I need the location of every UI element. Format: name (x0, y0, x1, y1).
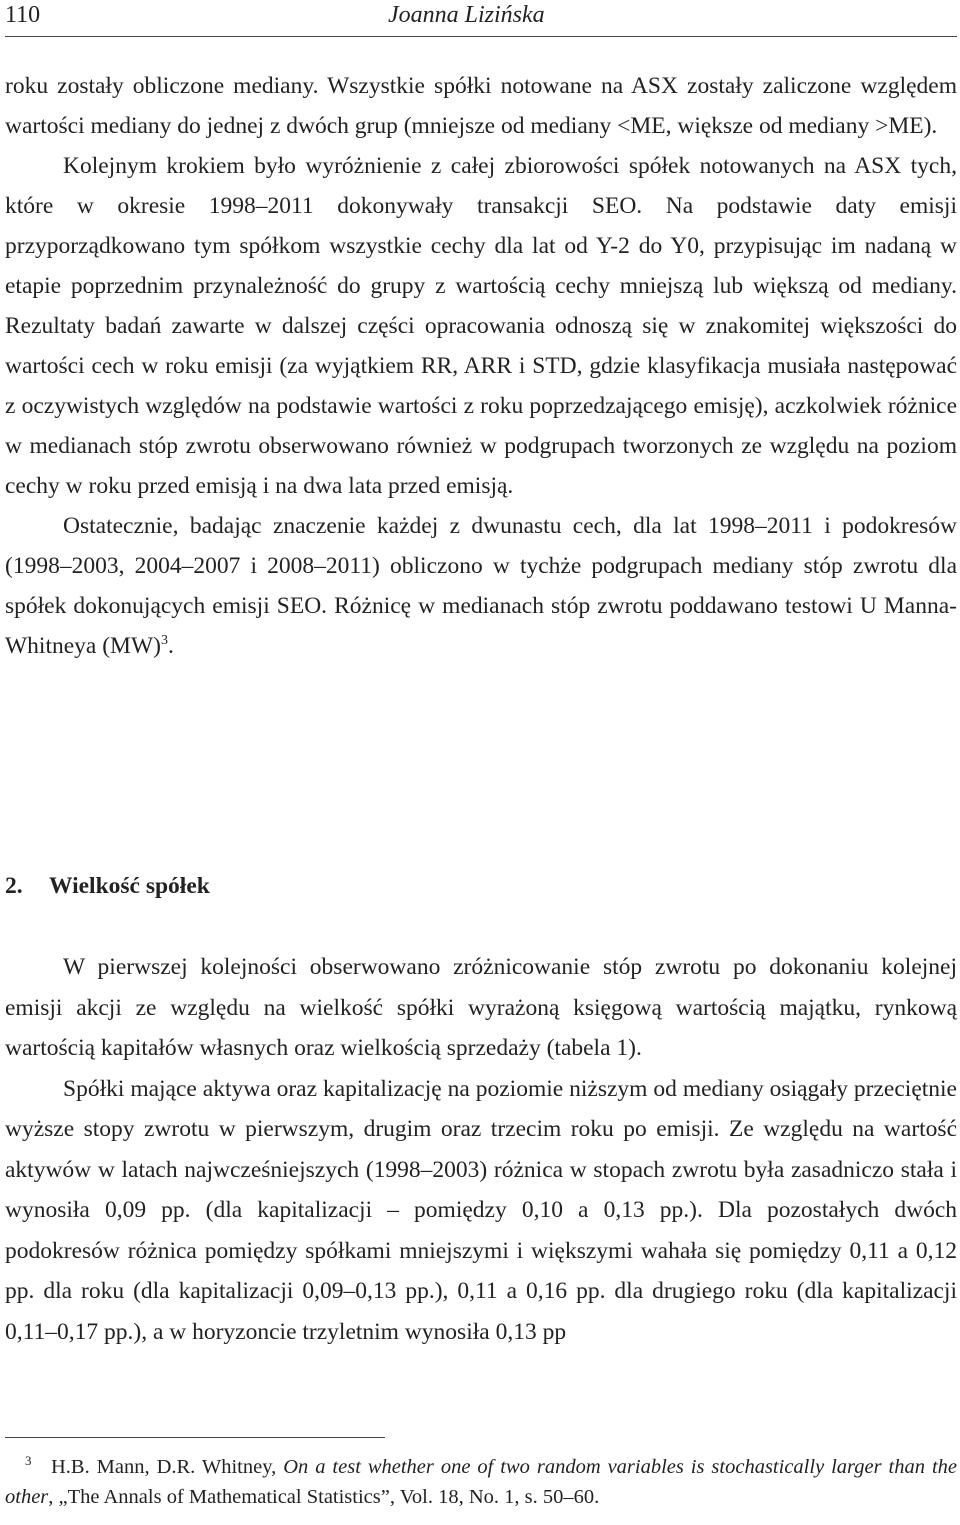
running-header-author: Joanna Lizińska (388, 2, 545, 28)
running-header (5, 0, 957, 37)
document-page (5, 0, 957, 1525)
footnote-authors: H.B. Mann, D.R. Whitney, (51, 1456, 284, 1478)
paragraph-3 (5, 506, 957, 666)
section-title: Wielkość spółek (49, 873, 210, 899)
footnote-divider (5, 1437, 385, 1438)
footnote-reference[interactable]: 3 (160, 633, 168, 649)
paragraph-3-text: Ostatecznie, badając znaczenie każdej z dwunastu cech, dla lat 1998–2011 i podokresów (1998–2003, 2004–2007 i 2008–2011) obliczono w tychże podgrupach mediany stóp zwrotu dla spółek dokonujących emisji SEO. Różnicę w medianach stóp zwrotu poddawano testowi U Manna-Whitneya (MW) (5, 513, 957, 659)
section-1-body (5, 66, 957, 666)
footnote-source: , „The Annals of Mathematical Statistics”, Vol. 18, No. 1, s. 50–60. (48, 1486, 600, 1508)
page-number: 110 (5, 2, 41, 28)
paragraph-5: Spółki mające aktywa oraz kapitalizację na poziomie niższym od mediany osiągały przeciętnie wyższe stopy zwrotu w pierwszym, drugim oraz trzecim roku po emisji. Ze względu na wartość aktywów w latach najwcześniejszych (1998–2003) różnica w stopach zwrotu była zasadniczo stała i wynosiła 0,09 pp. (dla kapitalizacji – pomiędzy 0,10 a 0,13 pp.). Dla pozostałych dwóch podokresów różnica pomiędzy spółkami mniejszymi i większymi wahała się pomiędzy 0,11 a 0,12 pp. dla roku (dla kapitalizacji 0,09–0,13 pp.), 0,11 a 0,16 pp. dla drugiego roku (dla kapitalizacji 0,11–0,17 pp.), a w horyzoncie trzyletnim wynosiła 0,13 pp (5, 1075, 957, 1345)
section-2-body (5, 947, 957, 1352)
paragraph-4: W pierwszej kolejności obserwowano zróżnicowanie stóp zwrotu po dokonaniu kolejnej emisji akcji ze względu na wielkość spółki wyrażoną księgową wartością majątku, rynkową wartością kapitałów własnych oraz wielkością sprzedaży (tabela 1). (5, 954, 957, 1061)
footnote: 3 H.B. Mann, D.R. Whitney, On a test whether one of two random variables is stochastically larger than the other, „The Annals of Mathematical Statistics”, Vol. 18, No. 1, s. 50–60. (5, 1453, 957, 1508)
section-number: 2. (5, 873, 23, 899)
paragraph-2: Kolejnym krokiem było wyróżnienie z całej zbiorowości spółek notowanych na ASX tych, które w okresie 1998–2011 dokonywały transakcji SEO. Na podstawie daty emisji przyporządkowano tym spółkom wszystkie cechy dla lat od Y-2 do Y0, przypisując im nadaną w etapie poprzednim przynależność do grupy z wartością cechy mniejszą lub większą od mediany. Rezultaty badań zawarte w dalszej części opracowania odnoszą się w znakomitej większości do wartości cech w roku emisji (za wyjątkiem RR, ARR i STD, gdzie klasyfikacja musiała następować z oczywistych względów na podstawie wartości z roku poprzedzającego emisję), aczkolwiek różnice w medianach stóp zwrotu obserwowano również w podgrupach tworzonych ze względu na poziom cechy w roku przed emisją i na dwa lata przed emisją. (5, 153, 957, 499)
paragraph-3-end: . (167, 633, 174, 659)
paragraph-1: roku zostały obliczone mediany. Wszystkie spółki notowane na ASX zostały zaliczone względem wartości mediany do jednej z dwóch grup (mniejsze od mediany <ME, większe od mediany >ME). (5, 73, 957, 139)
footnote-title: On a test whether one of two random variables is stochastically larger than the other (5, 1456, 957, 1508)
section-heading (5, 866, 210, 906)
